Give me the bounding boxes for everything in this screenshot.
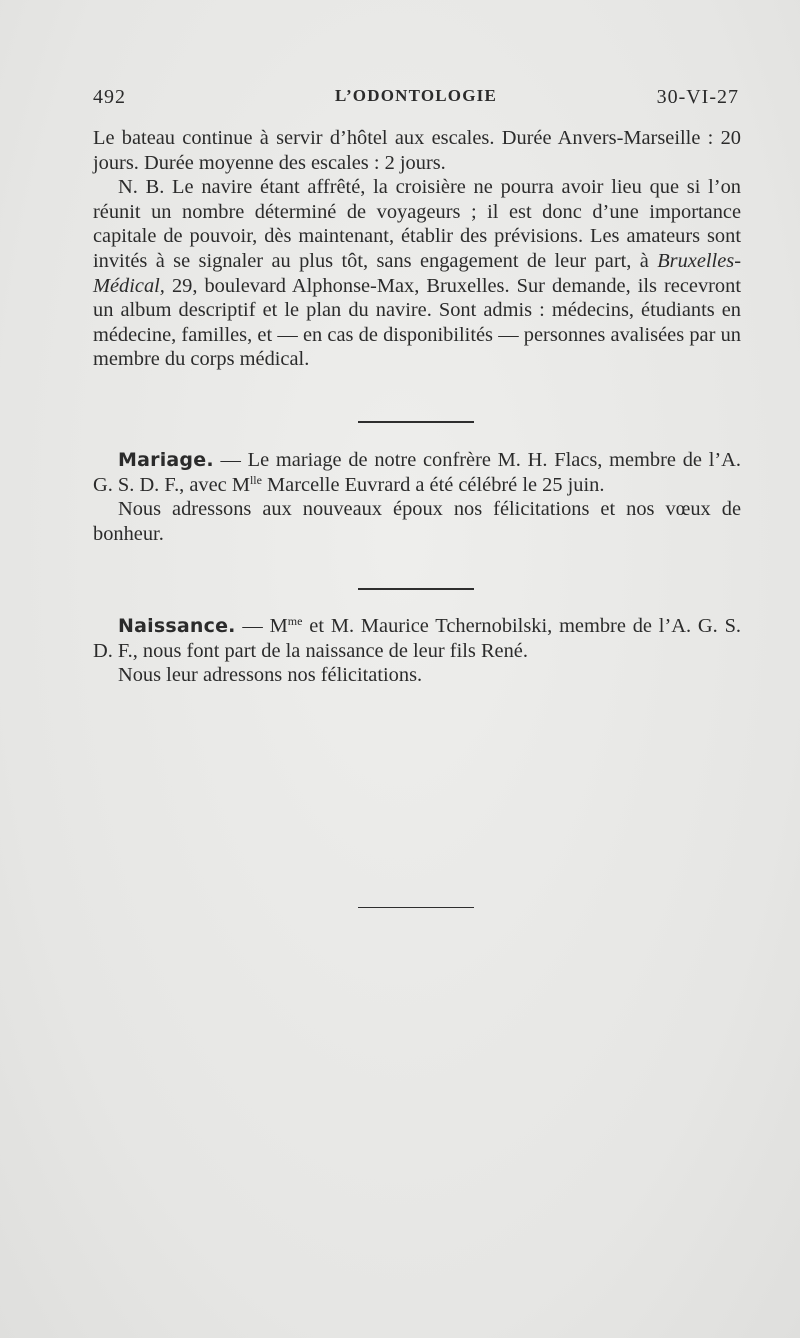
page-number: 492	[93, 86, 126, 108]
running-title: L’ODONTOLOGIE	[334, 86, 498, 105]
cruise-notice-section	[93, 126, 741, 372]
cruise-paragraph-1: Le bateau continue à servir d’hôtel aux escales. Durée Anvers-Marseille : 20 jours. Durée moyenne des escales : 2 jours.	[93, 127, 741, 174]
issue-date: 30-VI-27	[656, 86, 739, 108]
cruise-paragraph-nb: N. B. Le navire étant affrêté, la croisière ne pourra avoir lieu que si l’on réunit un nombre déterminé de voyageurs ; il est donc d’une importance capitale de pouvoir, dès maintenant, établir des prévisions. Les amateurs sont invités à se signaler au plus tôt, sans engagement de leur part, à Bruxelles-Médical, 29, boulevard Alphonse-Max, Bruxelles. Sur demande, ils recevront un album descriptif et le plan du navire. Sont admis : médecins, étudiants en médecine, familles, et — en cas de disponibilités — personnes avalisées par un membre du corps médical.	[93, 176, 741, 371]
naissance-paragraph-2: Nous leur adressons nos félicitations.	[118, 664, 423, 687]
page-header	[93, 86, 739, 116]
mariage-heading: Mariage.	[118, 449, 214, 471]
naissance-section	[93, 614, 741, 688]
section-divider	[358, 588, 474, 590]
mariage-paragraph-2: Nous adressons aux nouveaux époux nos félicitations et nos vœux de bonheur.	[93, 498, 741, 545]
end-divider	[358, 907, 474, 908]
journal-name: Bruxelles-Médical,	[93, 249, 741, 297]
section-divider	[358, 421, 474, 423]
naissance-paragraph-1: Naissance. — $M^{me}$ et M. Maurice Tchernobilski, membre de l’A. G. S. D. F., nous font part de la naissance de leur fils René.	[93, 614, 742, 662]
naissance-heading: Naissance.	[118, 615, 236, 637]
mariage-section	[93, 448, 741, 546]
mariage-paragraph-1: Mariage. — Le mariage de notre confrère M. H. Flacs, membre de l’A. G. S. D. F., avec $M^{lle}$ Marcelle Euvrard a été célébré le 25 juin.	[93, 449, 741, 496]
